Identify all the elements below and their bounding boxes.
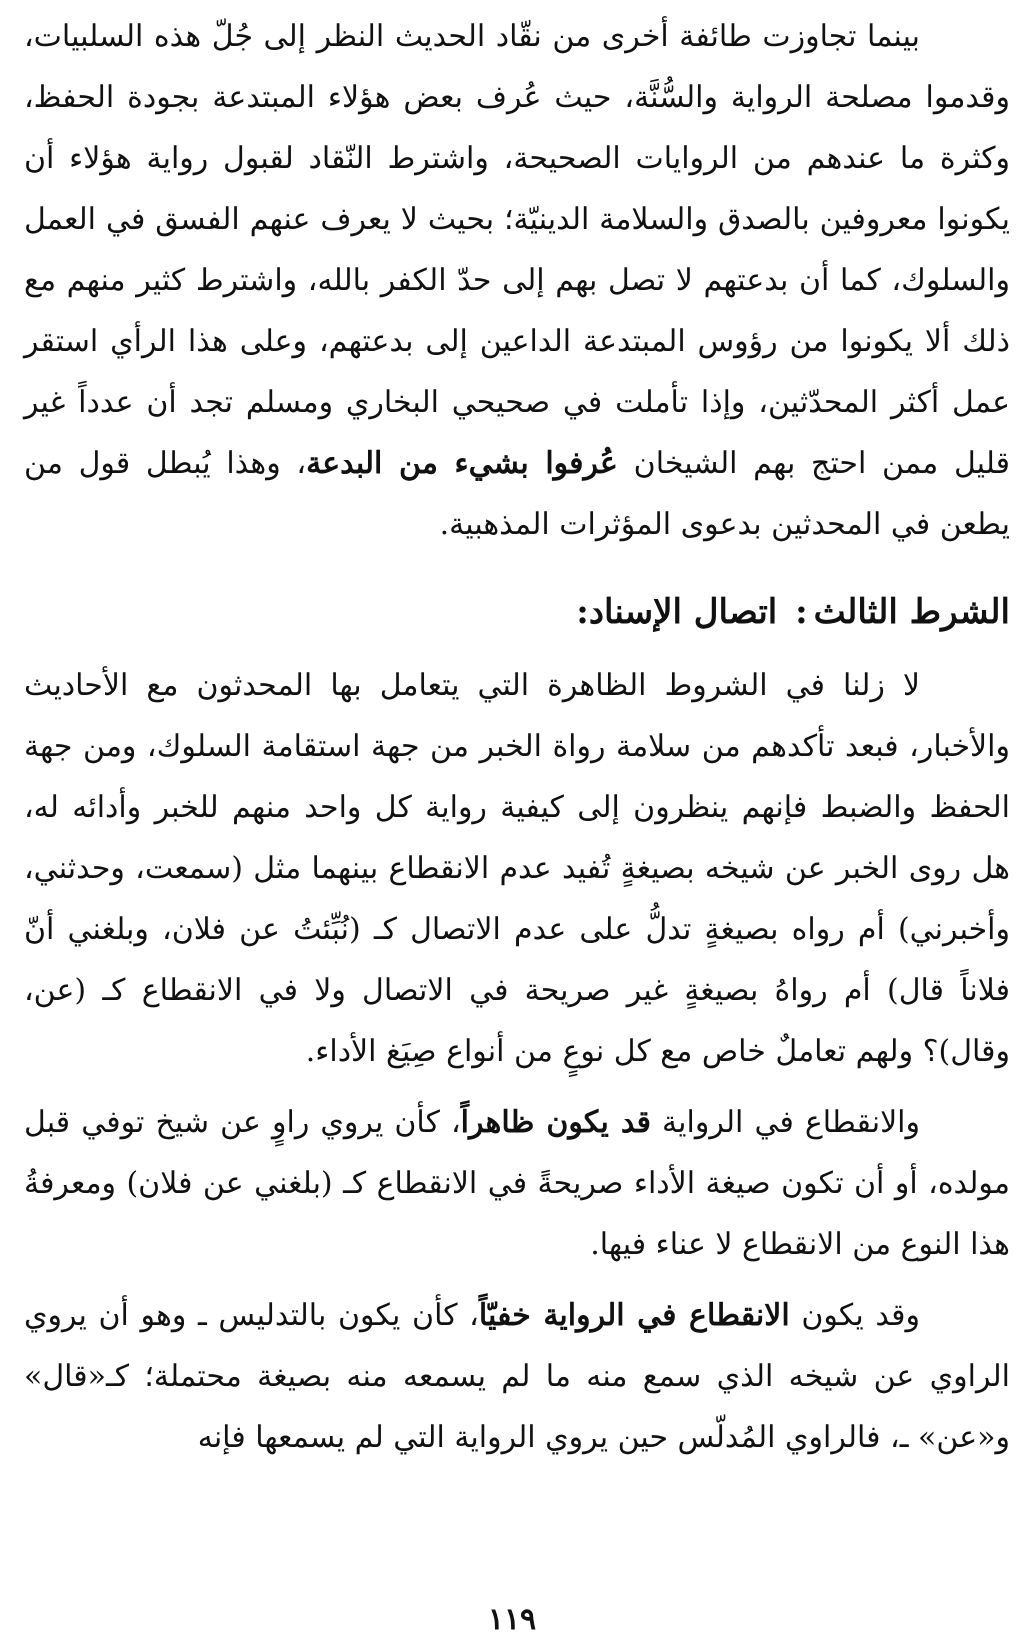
section-heading-separator: :: [795, 592, 808, 632]
paragraph-apparent-break-text-b: ، كأن يروي راوٍ عن شيخ توفي قبل مولده، أو أن تكون صيغة الأداء صريحةً في الانقطاع كـ (بلغني عن فلان) ومعرفةُ هذا النوع من الانقطاع لا عناء فيها.: [24, 1105, 1010, 1262]
paragraph-innovators-text-b: ، وهذا يُبطل قول من يطعن في المحدثين بدعوى المؤثرات المذهبية.: [24, 446, 1010, 542]
section-heading-label: الشرط الثالث: [813, 592, 1010, 632]
paragraph-hidden-break-text-a: وقد يكون: [789, 1298, 921, 1333]
paragraph-hidden-break-text-b: ، كأن يكون بالتدليس ـ وهو أن يروي الراوي عن شيخه الذي سمع منه ما لم يسمعه منه بصيغة محتملة؛ كـ«قال» و«عن» ـ، فالراوي المُدلّس حين يروي الرواية التي لم يسمعها فإنه: [24, 1298, 1010, 1455]
paragraph-innovators-text-a: بينما تجاوزت طائفة أخرى من نقّاد الحديث النظر إلى جُلّ هذه السلبيات، وقدموا مصلحة الرواية والسُّنَّة، حيث عُرف بعض هؤلاء المبتدعة بجودة الحفظ، وكثرة ما عندهم من الروايات الصحيحة، واشترط النّقاد لقبول رواية هؤلاء أن يكونوا معروفين بالصدق والسلامة الدينيّة؛ بحيث لا يعرف عنهم الفسق في العمل والسلوك، كما أن بدعتهم لا تصل بهم إلى حدّ الكفر بالله، واشترط كثير منهم مع ذلك ألا يكونوا من رؤوس المبتدعة الداعين إلى بدعتهم، وعلى هذا الرأي استقر عمل أكثر المحدّثين، وإذا تأملت في صحيحي البخاري ومسلم تجد أن عدداً غير قليل ممن احتج بهم الشيخان: [24, 19, 1010, 481]
paragraph-hidden-break: [24, 1285, 1010, 1468]
paragraph-hidden-break-bold: الانقطاع في الرواية خفيّاً: [478, 1298, 790, 1333]
paragraph-apparent-break-text-a: والانقطاع في الرواية: [650, 1105, 921, 1140]
paragraph-innovators: [24, 6, 1010, 555]
page-number: ١١٩: [487, 1602, 537, 1637]
section-heading: [24, 577, 1010, 647]
paragraph-apparent-break-bold: قد يكون ظاهراً: [460, 1105, 651, 1140]
paragraph-innovators-bold: عُرفوا بشيء من البدعة: [306, 446, 618, 481]
section-heading-title: اتصال الإسناد:: [576, 592, 778, 632]
document-page: [24, 6, 1010, 1468]
paragraph-continuity: [24, 655, 1010, 1082]
paragraph-continuity-text: لا زلنا في الشروط الظاهرة التي يتعامل بها المحدثون مع الأحاديث والأخبار، فبعد تأكدهم من سلامة رواة الخبر من جهة استقامة السلوك، ومن جهة الحفظ والضبط فإنهم ينظرون إلى كيفية رواية كل واحد منهم للخبر وأدائه له، هل روى الخبر عن شيخه بصيغةٍ تُفيد عدم الانقطاع بينهما مثل (سمعت، وحدثني، وأخبرني) أم رواه بصيغةٍ تدلُّ على عدم الاتصال كـ (نُبِّئتُ عن فلان، وبلغني أنّ فلاناً قال) أم رواهُ بصيغةٍ غير صريحة في الاتصال ولا في الانقطاع كـ (عن، وقال)؟ ولهم تعاملٌ خاص مع كل نوعٍ من أنواع صِيَغ الأداء.: [24, 668, 1010, 1069]
paragraph-apparent-break: [24, 1092, 1010, 1275]
